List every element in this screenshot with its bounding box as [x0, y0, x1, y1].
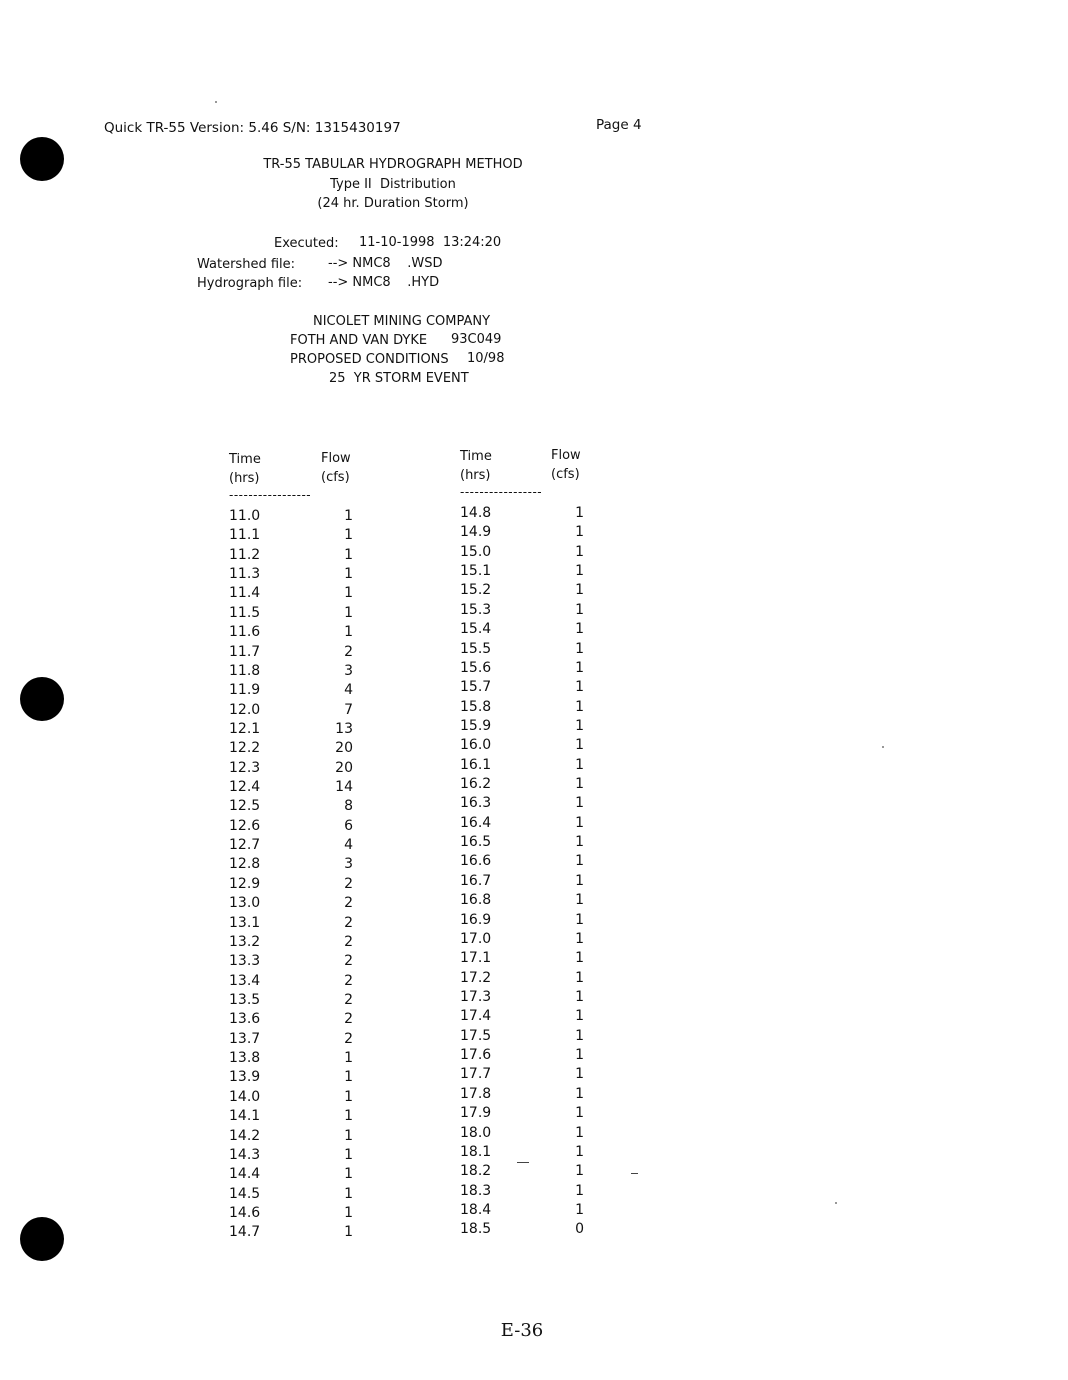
- storm-event: 25 YR STORM EVENT: [329, 371, 469, 386]
- time-cell: 12.0: [229, 701, 261, 718]
- right-time-column: [460, 504, 520, 1240]
- time-cell: 18.0: [460, 1124, 492, 1141]
- right-flow-column: [550, 504, 584, 1240]
- time-cell: 11.4: [229, 585, 261, 602]
- flow-cell: 1: [344, 527, 353, 544]
- time-cell: 15.7: [460, 679, 492, 696]
- scan-speck: [215, 101, 217, 103]
- company-name: NICOLET MINING COMPANY: [313, 314, 491, 329]
- left-flow-column: [320, 507, 353, 1243]
- punch-hole-top: [20, 137, 64, 181]
- flow-cell: 20: [335, 740, 353, 757]
- time-cell: 11.0: [229, 508, 261, 524]
- flow-cell: 2: [344, 933, 353, 950]
- flow-cell: 0: [575, 1221, 584, 1238]
- right-time-unit: (hrs): [460, 468, 491, 483]
- right-flow-unit: (cfs): [551, 467, 580, 482]
- time-cell: 13.9: [229, 1069, 261, 1086]
- time-cell: 13.1: [229, 914, 261, 931]
- flow-cell: 2: [344, 991, 353, 1008]
- flow-cell: 1: [344, 1108, 353, 1125]
- time-cell: 17.1: [460, 950, 492, 967]
- time-cell: 18.2: [460, 1163, 492, 1180]
- job-number: 93C049: [451, 332, 502, 347]
- flow-cell: 1: [575, 776, 584, 793]
- left-time-unit: (hrs): [229, 471, 260, 486]
- time-cell: 11.6: [229, 624, 261, 641]
- time-cell: 15.3: [460, 601, 492, 618]
- time-cell: 17.3: [460, 988, 492, 1005]
- time-cell: 15.1: [460, 563, 492, 580]
- flow-cell: 1: [344, 1050, 353, 1067]
- flow-cell: 1: [575, 872, 584, 889]
- time-cell: 14.1: [229, 1108, 261, 1125]
- time-cell: 14.7: [229, 1224, 261, 1241]
- time-cell: 12.1: [229, 720, 261, 737]
- flow-cell: 3: [344, 662, 353, 679]
- flow-cell: 1: [575, 814, 584, 831]
- time-cell: 12.2: [229, 740, 261, 757]
- time-cell: 12.5: [229, 798, 261, 815]
- flow-cell: 1: [344, 624, 353, 641]
- flow-cell: 2: [344, 1030, 353, 1047]
- time-cell: 18.5: [460, 1221, 492, 1238]
- watershed-file-label: Watershed file:: [197, 257, 296, 272]
- flow-cell: 1: [575, 1124, 584, 1141]
- flow-cell: 1: [575, 892, 584, 909]
- flow-cell: 1: [575, 795, 584, 812]
- flow-cell: 1: [344, 566, 353, 583]
- time-cell: 14.4: [229, 1166, 261, 1183]
- hydrograph-file-value: --> NMC8 .HYD: [328, 275, 440, 290]
- flow-cell: 1: [344, 1204, 353, 1221]
- flow-cell: 1: [575, 1047, 584, 1064]
- flow-cell: 1: [575, 659, 584, 676]
- flow-cell: 1: [344, 1127, 353, 1144]
- time-cell: 11.5: [229, 604, 261, 621]
- left-time-header: Time: [229, 452, 261, 467]
- flow-cell: 1: [344, 1166, 353, 1183]
- flow-cell: 4: [344, 682, 353, 699]
- flow-cell: 1: [344, 1069, 353, 1086]
- time-cell: 17.0: [460, 930, 492, 947]
- time-cell: 18.3: [460, 1182, 492, 1199]
- time-cell: 11.7: [229, 643, 261, 660]
- time-cell: 14.3: [229, 1146, 261, 1163]
- time-cell: 14.6: [229, 1204, 261, 1221]
- flow-cell: 1: [575, 543, 584, 560]
- flow-cell: 1: [575, 1105, 584, 1122]
- time-cell: 15.6: [460, 659, 492, 676]
- time-cell: 16.8: [460, 892, 492, 909]
- time-cell: 16.0: [460, 737, 492, 754]
- time-cell: 12.4: [229, 779, 261, 796]
- page-label: Page 4: [596, 117, 642, 133]
- flow-cell: 1: [575, 524, 584, 541]
- flow-cell: 1: [344, 585, 353, 602]
- flow-cell: 7: [344, 701, 353, 718]
- flow-cell: 1: [575, 1066, 584, 1083]
- watershed-file-value: --> NMC8 .WSD: [328, 256, 443, 271]
- scan-mark: [631, 1173, 638, 1174]
- time-cell: 18.4: [460, 1201, 492, 1218]
- time-cell: 12.9: [229, 875, 261, 892]
- flow-cell: 1: [575, 640, 584, 657]
- time-cell: 17.5: [460, 1027, 492, 1044]
- time-cell: 18.1: [460, 1143, 492, 1160]
- scan-speck: [835, 1202, 837, 1204]
- time-cell: 16.4: [460, 814, 492, 831]
- time-cell: 16.7: [460, 872, 492, 889]
- page-footer-id: E-36: [500, 1320, 544, 1341]
- right-time-header: Time: [460, 449, 492, 464]
- time-cell: 12.6: [229, 817, 261, 834]
- time-cell: 12.8: [229, 856, 261, 873]
- flow-cell: 1: [575, 1182, 584, 1199]
- time-cell: 13.0: [229, 895, 261, 912]
- flow-cell: 1: [575, 737, 584, 754]
- time-cell: 11.3: [229, 566, 261, 583]
- time-cell: 14.2: [229, 1127, 261, 1144]
- time-cell: 16.1: [460, 756, 492, 773]
- flow-cell: 1: [344, 1185, 353, 1202]
- time-cell: 17.6: [460, 1047, 492, 1064]
- time-cell: 14.0: [229, 1088, 261, 1105]
- flow-cell: 1: [575, 563, 584, 580]
- left-divider: -----------------: [229, 488, 312, 502]
- time-cell: 15.5: [460, 640, 492, 657]
- flow-cell: 2: [344, 1011, 353, 1028]
- flow-cell: 1: [575, 505, 584, 521]
- time-cell: 17.2: [460, 969, 492, 986]
- flow-cell: 2: [344, 875, 353, 892]
- time-cell: 11.1: [229, 527, 261, 544]
- flow-cell: 1: [575, 988, 584, 1005]
- time-cell: 13.3: [229, 953, 261, 970]
- flow-cell: 1: [575, 969, 584, 986]
- executed-label: Executed:: [274, 236, 339, 251]
- distribution-type: Type II Distribution: [330, 177, 456, 192]
- time-cell: 17.9: [460, 1105, 492, 1122]
- flow-cell: 1: [575, 756, 584, 773]
- flow-cell: 1: [575, 1008, 584, 1025]
- flow-cell: 1: [344, 1224, 353, 1241]
- flow-cell: 8: [344, 798, 353, 815]
- version-line: Quick TR-55 Version: 5.46 S/N: 1315430197: [104, 120, 401, 136]
- flow-cell: 14: [335, 779, 353, 796]
- time-cell: 13.5: [229, 991, 261, 1008]
- flow-cell: 1: [575, 1085, 584, 1102]
- punch-hole-bottom: [20, 1217, 64, 1261]
- flow-cell: 2: [344, 914, 353, 931]
- time-cell: 14.8: [460, 505, 492, 521]
- time-cell: 14.9: [460, 524, 492, 541]
- time-cell: 16.2: [460, 776, 492, 793]
- executed-value: 11-10-1998 13:24:20: [359, 235, 502, 250]
- time-cell: 13.7: [229, 1030, 261, 1047]
- storm-duration: (24 hr. Duration Storm): [317, 196, 469, 211]
- flow-cell: 2: [344, 643, 353, 660]
- time-cell: 11.8: [229, 662, 261, 679]
- flow-cell: 13: [335, 720, 353, 737]
- conditions-date: 10/98: [467, 351, 505, 366]
- flow-cell: 20: [335, 759, 353, 776]
- flow-cell: 1: [575, 621, 584, 638]
- time-cell: 14.5: [229, 1185, 261, 1202]
- flow-cell: 1: [575, 1143, 584, 1160]
- time-cell: 13.2: [229, 933, 261, 950]
- left-time-column: [229, 507, 289, 1243]
- time-cell: 11.9: [229, 682, 261, 699]
- engineer-name: FOTH AND VAN DYKE: [290, 333, 428, 348]
- time-cell: 15.8: [460, 698, 492, 715]
- flow-cell: 1: [344, 1146, 353, 1163]
- flow-cell: 6: [344, 817, 353, 834]
- right-flow-header: Flow: [551, 448, 581, 463]
- time-cell: 16.3: [460, 795, 492, 812]
- flow-cell: 1: [344, 1088, 353, 1105]
- flow-cell: 2: [344, 953, 353, 970]
- time-cell: 17.8: [460, 1085, 492, 1102]
- conditions-label: PROPOSED CONDITIONS: [290, 352, 449, 367]
- time-cell: 15.4: [460, 621, 492, 638]
- time-cell: 12.7: [229, 837, 261, 854]
- flow-cell: 2: [344, 972, 353, 989]
- flow-cell: 1: [575, 679, 584, 696]
- scan-speck: [882, 746, 884, 748]
- time-cell: 16.5: [460, 834, 492, 851]
- time-cell: 11.2: [229, 546, 261, 563]
- flow-cell: 1: [575, 950, 584, 967]
- hydrograph-file-label: Hydrograph file:: [197, 276, 303, 291]
- flow-cell: 1: [575, 930, 584, 947]
- time-cell: 15.0: [460, 543, 492, 560]
- flow-cell: 1: [575, 717, 584, 734]
- flow-cell: 4: [344, 837, 353, 854]
- time-cell: 16.9: [460, 911, 492, 928]
- punch-hole-middle: [20, 677, 64, 721]
- flow-cell: 1: [575, 911, 584, 928]
- time-cell: 16.6: [460, 853, 492, 870]
- flow-cell: 1: [575, 853, 584, 870]
- flow-cell: 1: [575, 698, 584, 715]
- time-cell: 15.2: [460, 582, 492, 599]
- flow-cell: 1: [575, 1201, 584, 1218]
- time-cell: 15.9: [460, 717, 492, 734]
- time-cell: 12.3: [229, 759, 261, 776]
- flow-cell: 2: [344, 895, 353, 912]
- left-flow-unit: (cfs): [321, 470, 350, 485]
- flow-cell: 1: [344, 546, 353, 563]
- time-cell: 13.8: [229, 1050, 261, 1067]
- time-cell: 13.6: [229, 1011, 261, 1028]
- flow-cell: 1: [575, 582, 584, 599]
- time-cell: 17.7: [460, 1066, 492, 1083]
- time-cell: 13.4: [229, 972, 261, 989]
- right-divider: -----------------: [460, 485, 543, 499]
- flow-cell: 1: [575, 601, 584, 618]
- flow-cell: 1: [575, 1163, 584, 1180]
- flow-cell: 1: [344, 604, 353, 621]
- flow-cell: 1: [575, 1027, 584, 1044]
- left-flow-header: Flow: [321, 451, 351, 466]
- flow-cell: 1: [575, 834, 584, 851]
- flow-cell: 1: [344, 508, 353, 524]
- report-title: TR-55 TABULAR HYDROGRAPH METHOD: [263, 157, 523, 172]
- time-cell: 17.4: [460, 1008, 492, 1025]
- flow-cell: 3: [344, 856, 353, 873]
